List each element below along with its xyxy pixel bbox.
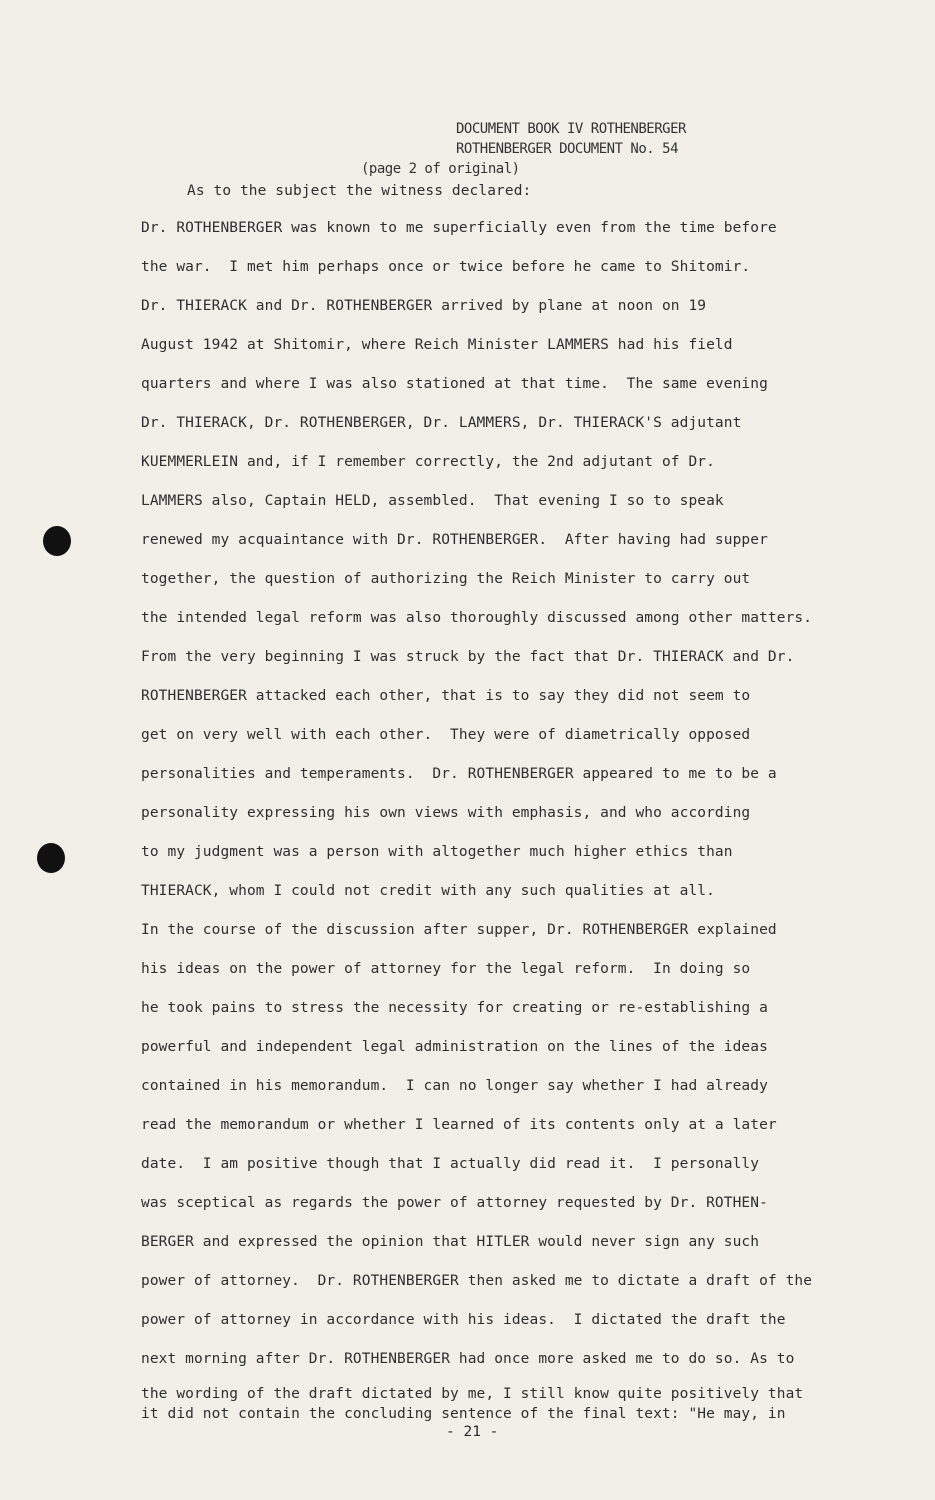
body-line: date. I am positive though that I actually did read it. I personally (141, 1156, 760, 1172)
body-line: the wording of the draft dictated by me, I still know quite positively that (141, 1386, 804, 1402)
body-line: it did not contain the concluding sentence of the final text: "He may, in (141, 1406, 786, 1422)
body-line: LAMMERS also, Captain HELD, assembled. That evening I so to speak (141, 493, 724, 509)
body-line: personality expressing his own views with emphasis, and who according (141, 805, 751, 821)
body-line: renewed my acquaintance with Dr. ROTHENBERGER. After having had supper (141, 532, 768, 548)
body-line: contained in his memorandum. I can no longer say whether I had already (141, 1078, 768, 1094)
body-line: THIERACK, whom I could not credit with any such qualities at all. (141, 883, 715, 899)
body-line: read the memorandum or whether I learned of its contents only at a later (141, 1117, 777, 1133)
body-line: ROTHENBERGER attacked each other, that is to say they did not seem to (141, 688, 751, 704)
header-page-reference: (page 2 of original) (361, 161, 520, 177)
body-line: the intended legal reform was also thoroughly discussed among other matters. (141, 610, 813, 626)
body-line: power of attorney. Dr. ROTHENBERGER then asked me to dictate a draft of the (141, 1273, 813, 1289)
punch-hole-bottom (37, 843, 65, 873)
body-line: he took pains to stress the necessity for creating or re-establishing a (141, 1000, 768, 1016)
punch-hole-top (43, 526, 71, 556)
body-line: to my judgment was a person with altogether much higher ethics than (141, 844, 733, 860)
body-line: quarters and where I was also stationed at that time. The same evening (141, 376, 768, 392)
body-line: Dr. THIERACK, Dr. ROTHENBERGER, Dr. LAMMERS, Dr. THIERACK'S adjutant (141, 415, 742, 431)
body-line: personalities and temperaments. Dr. ROTHENBERGER appeared to me to be a (141, 766, 777, 782)
header-document-number: ROTHENBERGER DOCUMENT No. 54 (456, 141, 679, 157)
body-line: In the course of the discussion after supper, Dr. ROTHENBERGER explained (141, 922, 777, 938)
body-line: the war. I met him perhaps once or twice before he came to Shitomir. (141, 259, 751, 275)
body-line: August 1942 at Shitomir, where Reich Minister LAMMERS had his field (141, 337, 733, 353)
body-line: power of attorney in accordance with his ideas. I dictated the draft the (141, 1312, 786, 1328)
body-line: From the very beginning I was struck by the fact that Dr. THIERACK and Dr. (141, 649, 795, 665)
header-document-book: DOCUMENT BOOK IV ROTHENBERGER (456, 121, 686, 137)
body-line: get on very well with each other. They were of diametrically opposed (141, 727, 751, 743)
body-line: BERGER and expressed the opinion that HITLER would never sign any such (141, 1234, 760, 1250)
body-line: Dr. ROTHENBERGER was known to me superficially even from the time before (141, 220, 777, 236)
body-line: KUEMMERLEIN and, if I remember correctly, the 2nd adjutant of Dr. (141, 454, 715, 470)
intro-line: As to the subject the witness declared: (187, 183, 532, 199)
page-number: - 21 - (446, 1424, 499, 1440)
body-line: Dr. THIERACK and Dr. ROTHENBERGER arrived by plane at noon on 19 (141, 298, 707, 314)
body-line: was sceptical as regards the power of attorney requested by Dr. ROTHEN- (141, 1195, 768, 1211)
body-line: together, the question of authorizing the Reich Minister to carry out (141, 571, 751, 587)
body-line: powerful and independent legal administration on the lines of the ideas (141, 1039, 768, 1055)
body-line: next morning after Dr. ROTHENBERGER had once more asked me to do so. As to (141, 1351, 795, 1367)
body-line: his ideas on the power of attorney for the legal reform. In doing so (141, 961, 751, 977)
